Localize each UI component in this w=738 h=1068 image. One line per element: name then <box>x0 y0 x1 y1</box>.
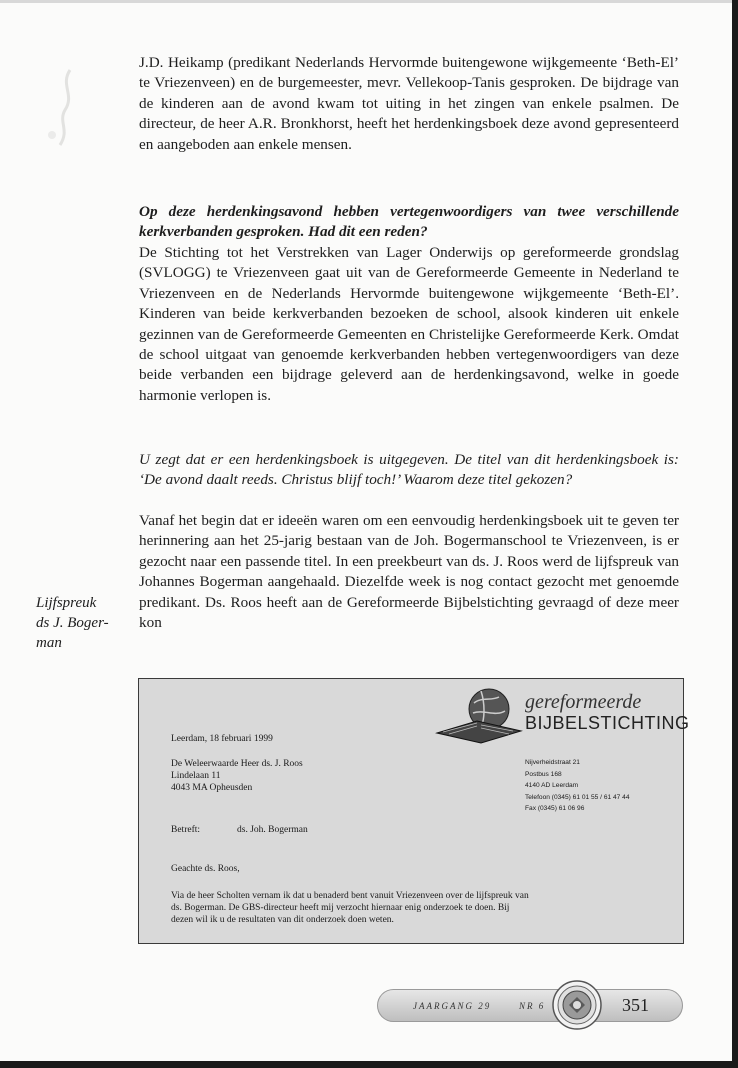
page-number: 351 <box>622 995 649 1015</box>
margin-note-line-3: man <box>36 635 62 651</box>
letter-body-line-1: Via de heer Scholten vernam ik dat u benaderd bent vanuit Vriezenveen over de lijfspreuk van <box>171 891 529 901</box>
letterhead-line-2: BIJBELSTICHTING <box>525 713 690 733</box>
letter-body-line-3: dezen wil ik u de resultaten van dit onderzoek doen weten. <box>171 915 394 925</box>
margin-note <box>36 593 126 653</box>
page-smudge-decoration <box>30 60 100 170</box>
question-1-text: Op deze herdenkingsavond hebben vertegenwoordigers van twee verschillende kerkverbanden gesproken. Had dit een reden? <box>139 203 679 241</box>
paragraph-intro-text: J.D. Heikamp (predikant Nederlands Hervormde buitengewone wijkgemeente ‘Beth-El’ te Vriezenveen) en de burgemeester, mevr. Vellekoop-Tanis gesproken. De bijdrage van de kinderen aan de avond kwam tot uiting in het zingen van enkele psalmen. De directeur, de heer A.R. Bronkhorst, heeft het herdenkingsboek deze avond gepresenteerd en aangeboden aan enkele mensen. <box>139 54 679 153</box>
paragraph-intro <box>139 53 679 155</box>
letter-salutation: Geachte ds. Roos, <box>171 864 240 874</box>
question-2-text: U zegt dat er een herdenkingsboek is uitgegeven. De titel van dit herdenkingsboek is: ‘De avond daalt reeds. Christus blijf toch!’ Waarom deze titel gekozen? <box>139 451 679 489</box>
letterhead-address-3: 4140 AD Leerdam <box>525 782 579 790</box>
letter-recipient-3: 4043 MA Opheusden <box>171 783 253 793</box>
letterhead-address-1: Nijverheidstraat 21 <box>525 759 580 766</box>
letter-subject-label: Betreft: <box>171 825 201 835</box>
answer-1 <box>139 243 679 406</box>
answer-1-text: De Stichting tot het Verstrekken van Lager Onderwijs op gereformeerde grondslag (SVLOGG) te Vriezenveen gaat uit van de Gereformeerde Gemeente in Nederland te Vriezenveen en de Nederlands Hervormde buitengewone wijkgemeente ‘Beth-El’. Kinderen van beide kerkverbanden bezoeken de school, alsook kinderen uit enkele gezinnen van de Gereformeerde Gemeenten en Christelijke Gereformeerde Kerk. Omdat de school uitgaat van genoemde kerkverbanden hebben vertegenwoordigers van deze beide verbanden een bijdrage geleverd aan de herdenkingsavond, welke in goede harmonie verlopen is. <box>139 244 679 404</box>
page-top-edge <box>0 0 738 3</box>
margin-note-line-2: ds J. Boger- <box>36 615 109 631</box>
question-2 <box>139 450 679 491</box>
letter-body-line-2: ds. Bogerman. De GBS-directeur heeft mij verzocht hiernaar enig onderzoek te doen. Bij <box>171 903 510 913</box>
letterhead-address <box>525 757 629 815</box>
letter-subject: ds. Joh. Bogerman <box>237 825 308 835</box>
footer-volume: JAARGANG 29 <box>413 1001 492 1011</box>
letter-recipient-2: Lindelaan 11 <box>171 771 221 781</box>
letterhead-phone: Telefoon (0345) 61 01 55 / 61 47 44 <box>525 793 630 801</box>
letter-recipient-1: De Weleerwaarde Heer ds. J. Roos <box>171 759 303 769</box>
page-right-edge <box>732 0 738 1068</box>
letter-facsimile <box>138 678 690 944</box>
footer-issue: NR 6 <box>519 1001 546 1011</box>
answer-2 <box>139 511 679 633</box>
seal-emblem-icon <box>551 979 603 1031</box>
page-bottom-edge <box>0 1061 738 1068</box>
bible-globe-logo-icon <box>429 683 529 747</box>
letterhead-logo-text <box>525 691 690 733</box>
margin-note-line-1: Lijfspreuk <box>36 595 97 611</box>
question-1 <box>139 202 679 243</box>
letterhead-line-1: gereformeerde <box>525 691 642 713</box>
letterhead-address-2: Postbus 168 <box>525 770 562 778</box>
answer-2-text: Vanaf het begin dat er ideeën waren om een eenvoudig herdenkingsboek uit te geven ter herinnering aan het 25-jarig bestaan van de Joh. Bogermanschool te Vriezenveen, is er gezocht naar een passende titel. In een preekbeurt van ds. J. Roos werd de lijfspreuk van Johannes Bogerman aangehaald. Diezelfde week is nog contact gezocht met genoemde predikant. Ds. Roos heeft aan de Gereformeerde Bijbelstichting gevraagd of deze meer kon <box>139 512 679 632</box>
letter-date: Leerdam, 18 februari 1999 <box>171 734 273 744</box>
letterhead-fax: Fax (0345) 61 06 96 <box>525 805 585 813</box>
